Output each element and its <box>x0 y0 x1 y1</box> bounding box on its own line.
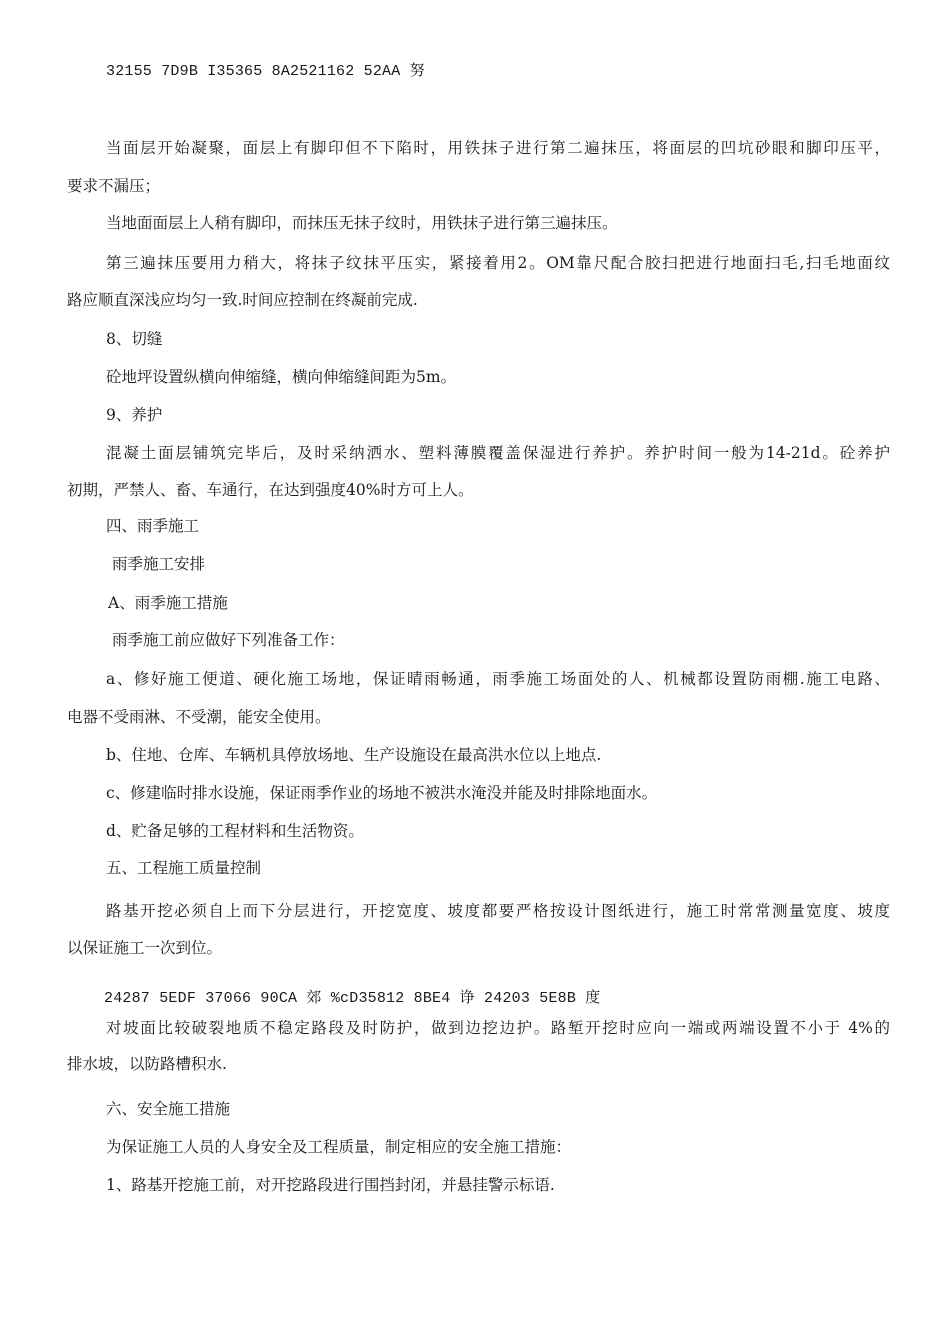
rainy-season-preparation: 雨季施工前应做好下列准备工作： <box>112 631 345 649</box>
heading-cut-joints: 8、切缝 <box>106 330 163 348</box>
heading-curing: 9、养护 <box>106 406 163 424</box>
heading-safety: 六、安全施工措施 <box>106 1100 231 1118</box>
paragraph-third-trowel-detail-line-1: 第三遍抹压要用力稍大，将抹子纹抹平压实，紧接着用2。OM靠尺配合胶扫把进行地面扫毛,扫毛地面纹 <box>106 254 890 272</box>
paragraph-safety-intro: 为保证施工人员的人身安全及工程质量，制定相应的安全施工措施： <box>106 1138 572 1156</box>
paragraph-curing-line-1: 混凝土面层铺筑完毕后，及时采纳洒水、塑料薄膜覆盖保湿进行养护。养护时间一般为14-21d。砼养护 <box>106 444 890 462</box>
paragraph-quality-line-2: 以保证施工一次到位。 <box>67 939 223 957</box>
rainy-item-c: c、修建临时排水设施，保证雨季作业的场地不被洪水淹没并能及时排除地面水。 <box>106 784 658 802</box>
paragraph-curing-line-2: 初期，严禁人、畜、车通行，在达到强度40%时方可上人。 <box>67 481 474 499</box>
heading-quality-control: 五、工程施工质量控制 <box>106 859 262 877</box>
garbled-code-line-2: 24287 5EDF 37066 90CA 郊 %cD35812 8BE4 诤 24203 5E8B 度 <box>104 990 601 1007</box>
paragraph-slope-line-2: 排水坡，以防路槽积水. <box>67 1055 227 1073</box>
rainy-season-measures: A、雨季施工措施 <box>108 594 228 612</box>
paragraph-third-trowel: 当地面面层上人稍有脚印，而抹压无抹子纹时，用铁抹子进行第三遍抹压。 <box>106 214 618 232</box>
paragraph-cut-joints: 砼地坪设置纵横向伸缩缝，横向伸缩缝间距为5m。 <box>106 368 457 386</box>
paragraph-second-trowel-line-1: 当面层开始凝聚，面层上有脚印但不下陷时，用铁抹子进行第二遍抹压，将面层的凹坑砂眼和脚印压平， <box>106 139 890 157</box>
safety-item-1: 1、路基开挖施工前，对开挖路段进行围挡封闭，并悬挂警示标语. <box>106 1176 555 1194</box>
rainy-item-b: b、住地、仓库、车辆机具停放场地、生产设施设在最高洪水位以上地点. <box>106 746 602 764</box>
heading-rainy-season: 四、雨季施工 <box>106 517 200 535</box>
rainy-item-a-line-2: 电器不受雨淋、不受潮，能安全使用。 <box>67 708 331 726</box>
paragraph-quality-line-1: 路基开挖必须自上而下分层进行，开挖宽度、坡度都要严格按设计图纸进行，施工时常常测量宽度、坡度 <box>106 902 890 920</box>
garbled-code-line: 32155 7D9B I35365 8A2521162 52AA 努 <box>106 63 425 80</box>
rainy-season-arrangement: 雨季施工安排 <box>112 555 206 573</box>
paragraph-second-trowel-line-2: 要求不漏压； <box>67 177 161 195</box>
paragraph-third-trowel-detail-line-2: 路应顺直深浅应均匀一致.时间应控制在终凝前完成. <box>67 291 418 309</box>
rainy-item-a-line-1: a、修好施工便道、硬化施工场地，保证晴雨畅通，雨季施工场面处的人、机械都设置防雨棚.施工电路、 <box>106 670 890 688</box>
rainy-item-d: d、贮备足够的工程材料和生活物资。 <box>106 822 364 840</box>
paragraph-slope-line-1: 对坡面比较破裂地质不稳定路段及时防护，做到边挖边护。路堑开挖时应向一端或两端设置不小于 4%的 <box>106 1019 890 1037</box>
